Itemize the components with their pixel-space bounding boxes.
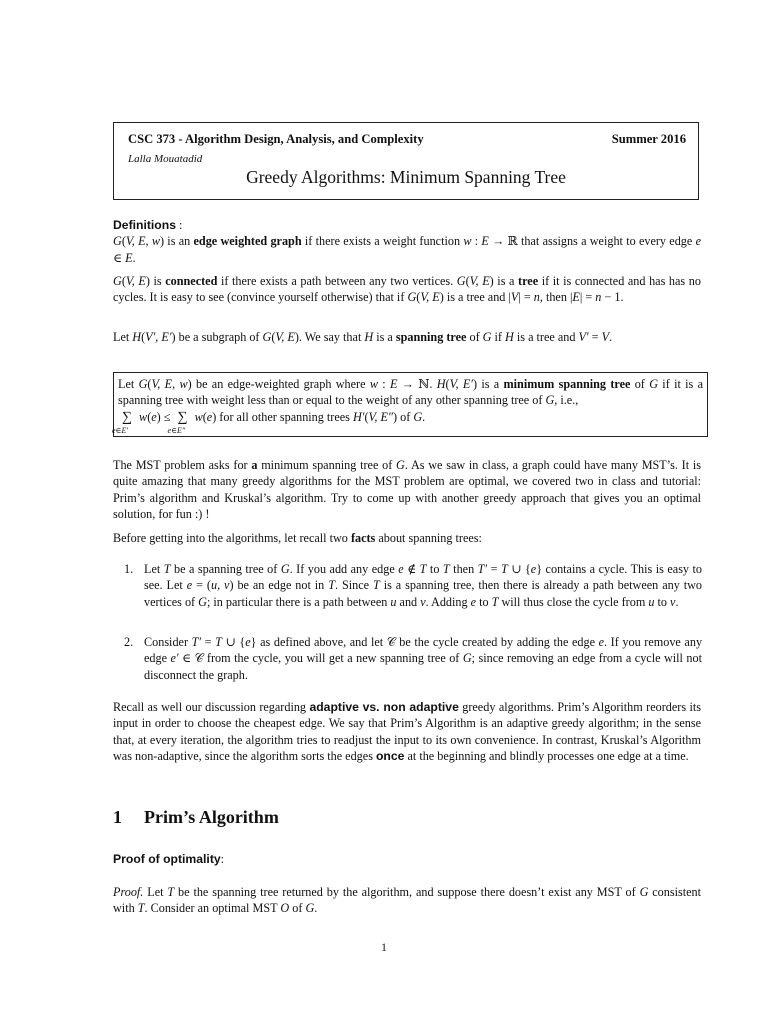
section-number: 1	[113, 807, 122, 827]
term-label: Summer 2016	[611, 132, 686, 146]
definition-mst-box: Let G(V, E, w) be an edge-weighted graph where w : E → ℕ. H(V, E′) is a minimum spanning tree of G if it is a spanning tree with weight less than or equal to the weight of any other spanning tree of G, i.e., ∑ e∈E′ w(e) ≤ ∑ e∈E″ w(e) for all other spanning trees H′(V, E″) of G.	[113, 372, 708, 437]
mst-intro-paragraph: The MST problem asks for a minimum spanning tree of G. As we saw in class, a graph could have many MST’s. It is quite amazing that many greedy algorithms for the MST problem are optimal, we covered two in class and tutorial: Prim’s algorithm and Kruskal’s algorithm. Try to come up with another greedy approach that gives you an optimal solution, for fun :) !	[113, 458, 702, 522]
definition-connected: G(V, E) is connected if there exists a path between any two vertices. G(V, E) is a tree if it is connected and has has no cycles. It is easy to see (convince yourself otherwise) that if G(V, E) is a tree and |V| = n, then |E| = n − 1.	[113, 274, 701, 305]
facts-intro: Before getting into the algorithms, let recall two facts about spanning trees:	[113, 531, 482, 545]
author-name: Lalla Mouatadid	[128, 153, 203, 165]
definition-spanning-tree: Let H(V′, E′) be a subgraph of G(V, E). We say that H is a spanning tree of G if H is a tree and V′ = V.	[113, 330, 613, 344]
title-box	[113, 122, 699, 200]
proof-heading: Proof of optimality	[113, 852, 221, 866]
proof-heading-line: Proof of optimality:	[113, 852, 225, 866]
definitions-heading: Definitions	[113, 218, 176, 232]
page-title: Greedy Algorithms: Minimum Spanning Tree	[246, 167, 566, 187]
adaptive-paragraph: Recall as well our discussion regarding adaptive vs. non adaptive greedy algorithms. Prim’s Algorithm reorders its input in order to choose the cheapest edge. We say that Prim’s Algorithm is an adaptive greedy algorithm; in the sense that, at every iteration, the algorithm tries to readjust the input to its own convenience. In contrast, Kruskal’s Algorithm was non-adaptive, since the algorithm sorts the edges once at the beginning and blindly processes one edge at a time.	[113, 700, 701, 764]
proof-paragraph: Proof. Let T be the spanning tree returned by the algorithm, and suppose there doesn’t exist any MST of G consistent with T. Consider an optimal MST O of G.	[113, 885, 702, 916]
section-heading	[113, 809, 279, 825]
definition-edge-weighted: Definitions : G(V, E, w) is an edge weighted graph if there exists a weight function w : E → ℝ that assigns a weight to every edge e ∈ E.	[113, 218, 702, 265]
page-number: 1	[381, 942, 387, 954]
section-title: Prim’s Algorithm	[144, 807, 279, 827]
course-title: CSC 373 - Algorithm Design, Analysis, and Complexity	[128, 132, 424, 146]
